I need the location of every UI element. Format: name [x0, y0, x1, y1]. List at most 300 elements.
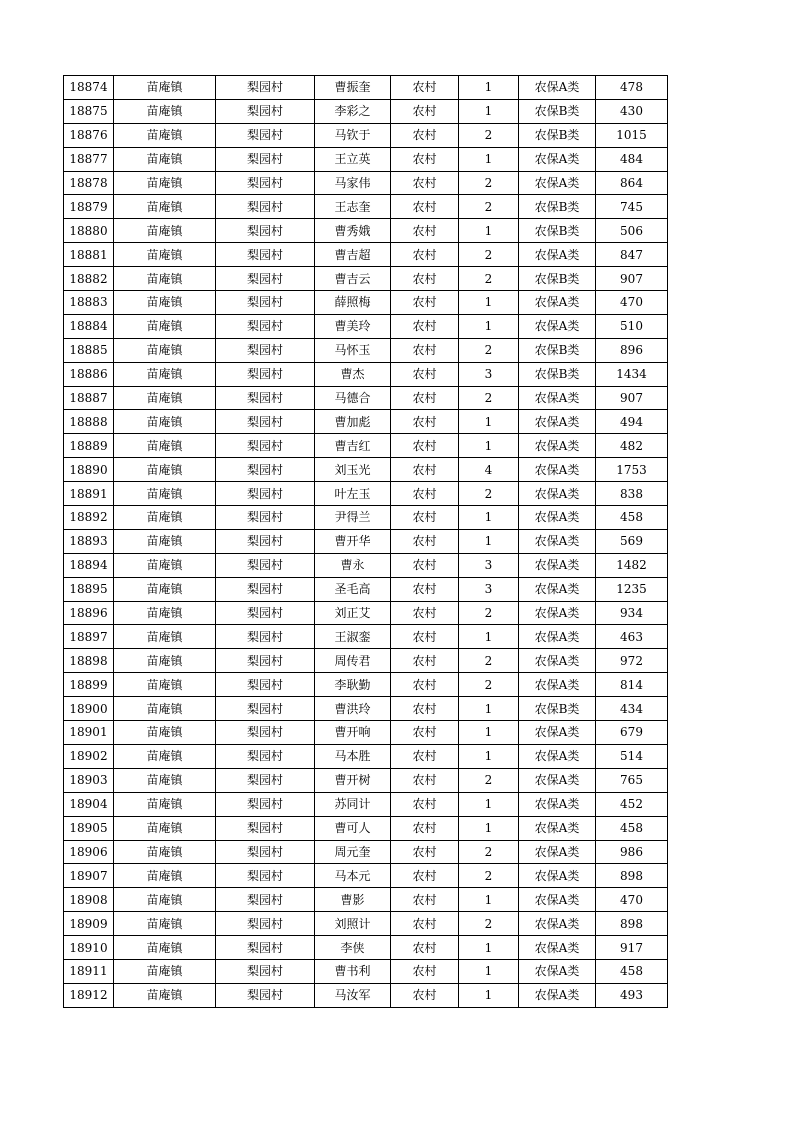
cell-village: 梨园村: [216, 625, 315, 649]
cell-village: 梨园村: [216, 99, 315, 123]
cell-person-name: 曹洪玲: [315, 697, 391, 721]
cell-record-id: 18878: [64, 171, 114, 195]
cell-amount: 896: [596, 338, 668, 362]
cell-insurance-category: 农保A类: [519, 983, 596, 1007]
cell-person-name: 曹永: [315, 553, 391, 577]
cell-person-count: 3: [459, 362, 519, 386]
cell-record-id: 18885: [64, 338, 114, 362]
table-row: [64, 434, 668, 458]
cell-amount: 1482: [596, 553, 668, 577]
cell-residence-type: 农村: [391, 744, 459, 768]
cell-town: 苗庵镇: [114, 577, 216, 601]
cell-village: 梨园村: [216, 267, 315, 291]
cell-person-name: 王立英: [315, 147, 391, 171]
cell-village: 梨园村: [216, 721, 315, 745]
cell-record-id: 18889: [64, 434, 114, 458]
document-page: [63, 75, 668, 1008]
cell-town: 苗庵镇: [114, 219, 216, 243]
cell-person-count: 2: [459, 482, 519, 506]
cell-insurance-category: 农保B类: [519, 362, 596, 386]
cell-village: 梨园村: [216, 983, 315, 1007]
table-row: [64, 458, 668, 482]
cell-insurance-category: 农保A类: [519, 792, 596, 816]
table-row: [64, 267, 668, 291]
cell-insurance-category: 农保A类: [519, 840, 596, 864]
cell-village: 梨园村: [216, 553, 315, 577]
cell-residence-type: 农村: [391, 482, 459, 506]
cell-person-name: 叶左玉: [315, 482, 391, 506]
cell-amount: 986: [596, 840, 668, 864]
cell-residence-type: 农村: [391, 888, 459, 912]
table-row: [64, 959, 668, 983]
cell-town: 苗庵镇: [114, 649, 216, 673]
table-row: [64, 171, 668, 195]
cell-person-count: 2: [459, 649, 519, 673]
cell-residence-type: 农村: [391, 219, 459, 243]
cell-village: 梨园村: [216, 816, 315, 840]
cell-village: 梨园村: [216, 76, 315, 100]
cell-village: 梨园村: [216, 673, 315, 697]
cell-person-name: 王志奎: [315, 195, 391, 219]
cell-residence-type: 农村: [391, 434, 459, 458]
table-row: [64, 219, 668, 243]
cell-record-id: 18893: [64, 529, 114, 553]
cell-person-count: 1: [459, 721, 519, 745]
cell-residence-type: 农村: [391, 983, 459, 1007]
cell-village: 梨园村: [216, 959, 315, 983]
cell-insurance-category: 农保A类: [519, 458, 596, 482]
table-row: [64, 338, 668, 362]
table-row: [64, 195, 668, 219]
cell-person-name: 曹开树: [315, 768, 391, 792]
cell-amount: 838: [596, 482, 668, 506]
cell-residence-type: 农村: [391, 410, 459, 434]
cell-person-name: 曹吉超: [315, 243, 391, 267]
cell-record-id: 18880: [64, 219, 114, 243]
cell-person-name: 曹开响: [315, 721, 391, 745]
cell-town: 苗庵镇: [114, 816, 216, 840]
cell-insurance-category: 农保A类: [519, 816, 596, 840]
cell-insurance-category: 农保A类: [519, 744, 596, 768]
cell-insurance-category: 农保A类: [519, 171, 596, 195]
table-row: [64, 888, 668, 912]
cell-person-count: 2: [459, 673, 519, 697]
cell-amount: 478: [596, 76, 668, 100]
cell-record-id: 18901: [64, 721, 114, 745]
table-row: [64, 577, 668, 601]
cell-amount: 434: [596, 697, 668, 721]
cell-town: 苗庵镇: [114, 888, 216, 912]
cell-residence-type: 农村: [391, 553, 459, 577]
cell-town: 苗庵镇: [114, 410, 216, 434]
cell-amount: 1015: [596, 123, 668, 147]
cell-person-count: 2: [459, 386, 519, 410]
cell-person-name: 曹开华: [315, 529, 391, 553]
cell-village: 梨园村: [216, 912, 315, 936]
cell-person-count: 2: [459, 123, 519, 147]
cell-record-id: 18877: [64, 147, 114, 171]
cell-residence-type: 农村: [391, 625, 459, 649]
cell-town: 苗庵镇: [114, 529, 216, 553]
cell-record-id: 18903: [64, 768, 114, 792]
cell-residence-type: 农村: [391, 267, 459, 291]
cell-amount: 1753: [596, 458, 668, 482]
cell-amount: 907: [596, 386, 668, 410]
table-row: [64, 410, 668, 434]
cell-insurance-category: 农保A类: [519, 673, 596, 697]
cell-insurance-category: 农保A类: [519, 434, 596, 458]
cell-record-id: 18874: [64, 76, 114, 100]
cell-insurance-category: 农保B类: [519, 99, 596, 123]
cell-record-id: 18891: [64, 482, 114, 506]
cell-person-count: 1: [459, 983, 519, 1007]
cell-town: 苗庵镇: [114, 697, 216, 721]
cell-village: 梨园村: [216, 219, 315, 243]
cell-residence-type: 农村: [391, 338, 459, 362]
table-row: [64, 601, 668, 625]
cell-person-count: 1: [459, 959, 519, 983]
cell-person-count: 1: [459, 506, 519, 530]
cell-person-name: 曹振奎: [315, 76, 391, 100]
cell-village: 梨园村: [216, 888, 315, 912]
cell-insurance-category: 农保A类: [519, 768, 596, 792]
cell-person-name: 曹杰: [315, 362, 391, 386]
cell-amount: 510: [596, 314, 668, 338]
cell-person-name: 马钦于: [315, 123, 391, 147]
cell-village: 梨园村: [216, 840, 315, 864]
cell-town: 苗庵镇: [114, 434, 216, 458]
cell-insurance-category: 农保A类: [519, 601, 596, 625]
cell-person-name: 刘玉光: [315, 458, 391, 482]
table-row: [64, 123, 668, 147]
cell-record-id: 18879: [64, 195, 114, 219]
cell-insurance-category: 农保A类: [519, 243, 596, 267]
cell-record-id: 18896: [64, 601, 114, 625]
table-row: [64, 912, 668, 936]
cell-village: 梨园村: [216, 195, 315, 219]
cell-amount: 1235: [596, 577, 668, 601]
cell-insurance-category: 农保A类: [519, 912, 596, 936]
cell-town: 苗庵镇: [114, 912, 216, 936]
cell-record-id: 18883: [64, 291, 114, 315]
cell-person-name: 马本胜: [315, 744, 391, 768]
cell-record-id: 18881: [64, 243, 114, 267]
cell-village: 梨园村: [216, 697, 315, 721]
cell-town: 苗庵镇: [114, 840, 216, 864]
cell-village: 梨园村: [216, 482, 315, 506]
cell-town: 苗庵镇: [114, 338, 216, 362]
cell-insurance-category: 农保A类: [519, 864, 596, 888]
cell-record-id: 18902: [64, 744, 114, 768]
cell-town: 苗庵镇: [114, 553, 216, 577]
cell-person-name: 李耿勤: [315, 673, 391, 697]
table-row: [64, 243, 668, 267]
cell-person-count: 1: [459, 744, 519, 768]
cell-residence-type: 农村: [391, 912, 459, 936]
cell-record-id: 18910: [64, 936, 114, 960]
cell-insurance-category: 农保A类: [519, 959, 596, 983]
cell-record-id: 18894: [64, 553, 114, 577]
table-row: [64, 529, 668, 553]
cell-village: 梨园村: [216, 291, 315, 315]
cell-person-count: 2: [459, 338, 519, 362]
cell-person-count: 1: [459, 76, 519, 100]
cell-record-id: 18905: [64, 816, 114, 840]
cell-record-id: 18886: [64, 362, 114, 386]
cell-person-name: 刘正艾: [315, 601, 391, 625]
cell-insurance-category: 农保A类: [519, 314, 596, 338]
cell-insurance-category: 农保A类: [519, 553, 596, 577]
cell-person-count: 1: [459, 816, 519, 840]
cell-insurance-category: 农保A类: [519, 482, 596, 506]
cell-record-id: 18907: [64, 864, 114, 888]
cell-amount: 470: [596, 291, 668, 315]
cell-insurance-category: 农保A类: [519, 625, 596, 649]
cell-residence-type: 农村: [391, 195, 459, 219]
cell-village: 梨园村: [216, 936, 315, 960]
table-row: [64, 147, 668, 171]
cell-insurance-category: 农保B类: [519, 123, 596, 147]
table-row: [64, 99, 668, 123]
cell-residence-type: 农村: [391, 243, 459, 267]
cell-residence-type: 农村: [391, 362, 459, 386]
cell-town: 苗庵镇: [114, 171, 216, 195]
cell-person-name: 王淑銮: [315, 625, 391, 649]
cell-person-count: 1: [459, 888, 519, 912]
cell-amount: 506: [596, 219, 668, 243]
cell-village: 梨园村: [216, 577, 315, 601]
cell-person-count: 1: [459, 625, 519, 649]
cell-insurance-category: 农保A类: [519, 888, 596, 912]
cell-person-name: 曹吉红: [315, 434, 391, 458]
cell-record-id: 18900: [64, 697, 114, 721]
cell-insurance-category: 农保A类: [519, 936, 596, 960]
cell-amount: 458: [596, 816, 668, 840]
cell-village: 梨园村: [216, 386, 315, 410]
cell-insurance-category: 农保A类: [519, 76, 596, 100]
cell-record-id: 18882: [64, 267, 114, 291]
cell-amount: 745: [596, 195, 668, 219]
cell-person-count: 1: [459, 147, 519, 171]
cell-person-count: 1: [459, 697, 519, 721]
cell-residence-type: 农村: [391, 76, 459, 100]
cell-record-id: 18884: [64, 314, 114, 338]
cell-town: 苗庵镇: [114, 267, 216, 291]
cell-person-name: 马本元: [315, 864, 391, 888]
cell-residence-type: 农村: [391, 99, 459, 123]
cell-insurance-category: 农保A类: [519, 721, 596, 745]
cell-amount: 679: [596, 721, 668, 745]
records-table-body: [64, 76, 668, 1008]
cell-person-name: 马家伟: [315, 171, 391, 195]
cell-residence-type: 农村: [391, 768, 459, 792]
cell-person-name: 圣毛高: [315, 577, 391, 601]
cell-amount: 494: [596, 410, 668, 434]
cell-record-id: 18911: [64, 959, 114, 983]
cell-person-name: 曹可人: [315, 816, 391, 840]
cell-village: 梨园村: [216, 362, 315, 386]
cell-insurance-category: 农保A类: [519, 577, 596, 601]
cell-town: 苗庵镇: [114, 362, 216, 386]
cell-person-name: 曹书利: [315, 959, 391, 983]
cell-person-count: 2: [459, 840, 519, 864]
cell-residence-type: 农村: [391, 601, 459, 625]
table-row: [64, 76, 668, 100]
cell-person-name: 李侠: [315, 936, 391, 960]
cell-person-count: 1: [459, 291, 519, 315]
cell-town: 苗庵镇: [114, 768, 216, 792]
cell-insurance-category: 农保A类: [519, 291, 596, 315]
cell-residence-type: 农村: [391, 386, 459, 410]
table-row: [64, 864, 668, 888]
cell-person-count: 1: [459, 792, 519, 816]
cell-person-count: 2: [459, 195, 519, 219]
cell-record-id: 18908: [64, 888, 114, 912]
cell-residence-type: 农村: [391, 314, 459, 338]
cell-village: 梨园村: [216, 792, 315, 816]
cell-person-count: 2: [459, 601, 519, 625]
cell-residence-type: 农村: [391, 840, 459, 864]
cell-town: 苗庵镇: [114, 314, 216, 338]
cell-amount: 452: [596, 792, 668, 816]
cell-person-count: 1: [459, 219, 519, 243]
cell-record-id: 18890: [64, 458, 114, 482]
table-row: [64, 649, 668, 673]
table-row: [64, 768, 668, 792]
cell-amount: 847: [596, 243, 668, 267]
table-row: [64, 983, 668, 1007]
table-row: [64, 386, 668, 410]
cell-village: 梨园村: [216, 529, 315, 553]
cell-amount: 898: [596, 864, 668, 888]
cell-record-id: 18906: [64, 840, 114, 864]
cell-residence-type: 农村: [391, 792, 459, 816]
cell-amount: 765: [596, 768, 668, 792]
cell-person-count: 4: [459, 458, 519, 482]
cell-insurance-category: 农保A类: [519, 529, 596, 553]
cell-village: 梨园村: [216, 123, 315, 147]
cell-town: 苗庵镇: [114, 506, 216, 530]
cell-village: 梨园村: [216, 314, 315, 338]
cell-village: 梨园村: [216, 458, 315, 482]
cell-town: 苗庵镇: [114, 123, 216, 147]
cell-person-name: 曹加彪: [315, 410, 391, 434]
cell-residence-type: 农村: [391, 721, 459, 745]
cell-residence-type: 农村: [391, 673, 459, 697]
cell-village: 梨园村: [216, 410, 315, 434]
cell-village: 梨园村: [216, 171, 315, 195]
cell-record-id: 18899: [64, 673, 114, 697]
cell-amount: 864: [596, 171, 668, 195]
cell-person-count: 2: [459, 768, 519, 792]
cell-insurance-category: 农保A类: [519, 506, 596, 530]
cell-record-id: 18888: [64, 410, 114, 434]
cell-amount: 484: [596, 147, 668, 171]
cell-village: 梨园村: [216, 243, 315, 267]
cell-person-count: 1: [459, 529, 519, 553]
cell-insurance-category: 农保A类: [519, 410, 596, 434]
cell-residence-type: 农村: [391, 458, 459, 482]
cell-town: 苗庵镇: [114, 936, 216, 960]
cell-person-name: 李彩之: [315, 99, 391, 123]
cell-amount: 934: [596, 601, 668, 625]
cell-residence-type: 农村: [391, 959, 459, 983]
table-row: [64, 482, 668, 506]
cell-person-name: 曹美玲: [315, 314, 391, 338]
table-row: [64, 936, 668, 960]
cell-village: 梨园村: [216, 601, 315, 625]
cell-insurance-category: 农保B类: [519, 219, 596, 243]
cell-person-name: 马德合: [315, 386, 391, 410]
cell-residence-type: 农村: [391, 147, 459, 171]
cell-residence-type: 农村: [391, 291, 459, 315]
cell-person-count: 1: [459, 410, 519, 434]
table-row: [64, 697, 668, 721]
cell-insurance-category: 农保A类: [519, 649, 596, 673]
cell-amount: 458: [596, 506, 668, 530]
cell-person-count: 1: [459, 99, 519, 123]
table-row: [64, 553, 668, 577]
cell-person-name: 马汝军: [315, 983, 391, 1007]
cell-record-id: 18876: [64, 123, 114, 147]
cell-town: 苗庵镇: [114, 983, 216, 1007]
cell-town: 苗庵镇: [114, 482, 216, 506]
cell-amount: 917: [596, 936, 668, 960]
cell-town: 苗庵镇: [114, 458, 216, 482]
cell-town: 苗庵镇: [114, 744, 216, 768]
cell-insurance-category: 农保B类: [519, 267, 596, 291]
cell-town: 苗庵镇: [114, 99, 216, 123]
cell-amount: 907: [596, 267, 668, 291]
table-row: [64, 744, 668, 768]
cell-village: 梨园村: [216, 434, 315, 458]
cell-town: 苗庵镇: [114, 386, 216, 410]
cell-amount: 470: [596, 888, 668, 912]
cell-person-name: 马怀玉: [315, 338, 391, 362]
table-row: [64, 792, 668, 816]
cell-person-name: 周元奎: [315, 840, 391, 864]
cell-village: 梨园村: [216, 864, 315, 888]
cell-person-name: 刘照计: [315, 912, 391, 936]
cell-person-count: 2: [459, 912, 519, 936]
cell-amount: 1434: [596, 362, 668, 386]
cell-insurance-category: 农保B类: [519, 697, 596, 721]
cell-record-id: 18875: [64, 99, 114, 123]
cell-village: 梨园村: [216, 744, 315, 768]
cell-insurance-category: 农保A类: [519, 147, 596, 171]
cell-person-count: 3: [459, 577, 519, 601]
cell-town: 苗庵镇: [114, 864, 216, 888]
cell-village: 梨园村: [216, 649, 315, 673]
cell-amount: 493: [596, 983, 668, 1007]
cell-person-count: 3: [459, 553, 519, 577]
cell-town: 苗庵镇: [114, 243, 216, 267]
cell-person-name: 苏同计: [315, 792, 391, 816]
cell-village: 梨园村: [216, 506, 315, 530]
records-table: [63, 75, 668, 1008]
cell-town: 苗庵镇: [114, 76, 216, 100]
table-row: [64, 291, 668, 315]
cell-amount: 514: [596, 744, 668, 768]
table-row: [64, 362, 668, 386]
cell-person-count: 2: [459, 864, 519, 888]
cell-village: 梨园村: [216, 338, 315, 362]
cell-amount: 898: [596, 912, 668, 936]
table-row: [64, 673, 668, 697]
cell-residence-type: 农村: [391, 864, 459, 888]
cell-record-id: 18909: [64, 912, 114, 936]
cell-person-name: 薛照梅: [315, 291, 391, 315]
